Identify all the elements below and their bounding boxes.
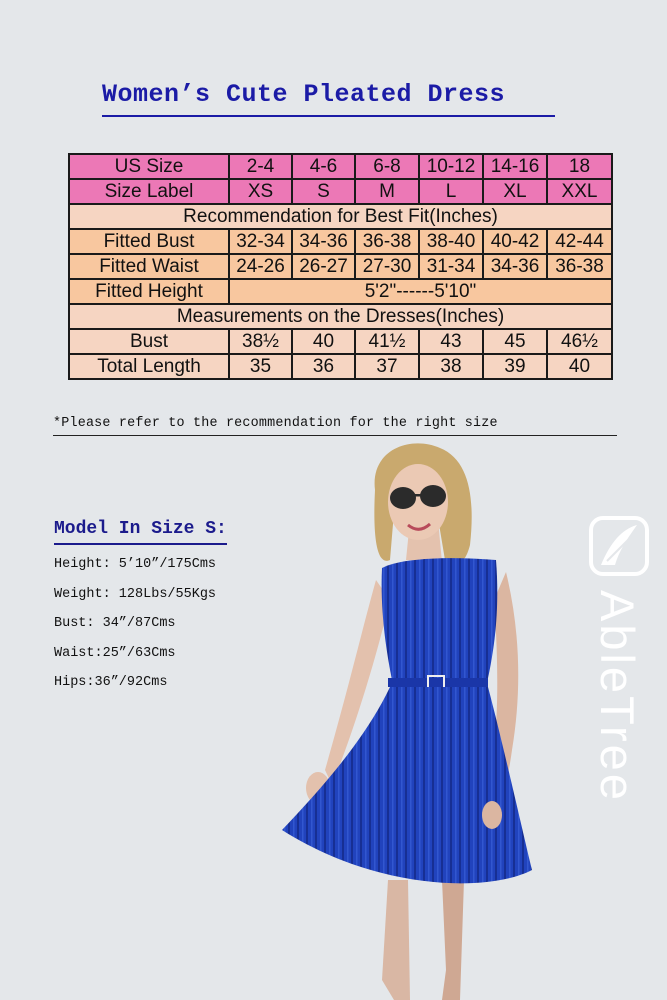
us-size-cell: 10-12: [419, 154, 483, 179]
dress-bust-cell: 46½: [547, 329, 612, 354]
fitted-waist-label: Fitted Waist: [69, 254, 229, 279]
model-hips: Hips:36”/92Cms: [54, 675, 168, 690]
fitted-waist-row: [69, 254, 612, 279]
model-info-title: Model In Size S:: [54, 519, 227, 545]
fitted-bust-row: [69, 229, 612, 254]
us-size-cell: 4-6: [292, 154, 355, 179]
total-length-cell: 39: [483, 354, 547, 379]
size-label-cell: XXL: [547, 179, 612, 204]
fitted-bust-cell: 32-34: [229, 229, 292, 254]
fitted-bust-cell: 40-42: [483, 229, 547, 254]
dress-bust-cell: 40: [292, 329, 355, 354]
size-label-cell: XS: [229, 179, 292, 204]
size-label-row: [69, 179, 612, 204]
dress-bust-cell: 38½: [229, 329, 292, 354]
fitted-waist-cell: 34-36: [483, 254, 547, 279]
measure-header: Measurements on the Dresses(Inches): [69, 304, 612, 329]
total-length-cell: 40: [547, 354, 612, 379]
us-size-cell: 6-8: [355, 154, 419, 179]
fitted-waist-cell: 31-34: [419, 254, 483, 279]
model-height: Height: 5’10”/175Cms: [54, 557, 217, 572]
recommend-header: Recommendation for Best Fit(Inches): [69, 204, 612, 229]
model-info-list: [54, 557, 216, 705]
us-size-cell: 18: [547, 154, 612, 179]
model-weight: Weight: 128Lbs/55Kgs: [54, 586, 217, 602]
page-title: Women’s Cute Pleated Dress: [102, 80, 555, 117]
dress-bust-label: Bust: [69, 329, 229, 354]
fitted-height-value: 5'2"------5'10": [229, 279, 612, 304]
dress-bust-row: [69, 329, 612, 354]
model-waist: Waist:25”/63Cms: [54, 645, 176, 661]
total-length-cell: 35: [229, 354, 292, 379]
measure-header-row: [69, 304, 612, 329]
us-size-row: [69, 154, 612, 179]
size-label-cell: L: [419, 179, 483, 204]
fitted-waist-cell: 24-26: [229, 254, 292, 279]
dress-bust-cell: 45: [483, 329, 547, 354]
total-length-cell: 36: [292, 354, 355, 379]
size-label-label: Size Label: [69, 179, 229, 204]
fitted-bust-cell: 36-38: [355, 229, 419, 254]
us-size-cell: 2-4: [229, 154, 292, 179]
fitted-bust-cell: 34-36: [292, 229, 355, 254]
size-label-cell: M: [355, 179, 419, 204]
fitted-bust-label: Fitted Bust: [69, 229, 229, 254]
total-length-cell: 38: [419, 354, 483, 379]
fitted-waist-cell: 36-38: [547, 254, 612, 279]
dress-bust-cell: 41½: [355, 329, 419, 354]
brand-name: AbleTree: [591, 590, 644, 803]
us-size-cell: 14-16: [483, 154, 547, 179]
fitted-height-row: [69, 279, 612, 304]
model-photo: [270, 440, 560, 1000]
size-note: *Please refer to the recommendation for the right size: [53, 416, 617, 436]
total-length-row: [69, 354, 612, 379]
model-bust: Bust: 34”/87Cms: [54, 616, 176, 631]
us-size-label: US Size: [69, 154, 229, 179]
size-label-cell: XL: [483, 179, 547, 204]
fitted-waist-cell: 27-30: [355, 254, 419, 279]
size-label-cell: S: [292, 179, 355, 204]
recommend-header-row: [69, 204, 612, 229]
size-chart-table: [68, 153, 613, 380]
fitted-bust-cell: 42-44: [547, 229, 612, 254]
dress-bust-cell: 43: [419, 329, 483, 354]
fitted-waist-cell: 26-27: [292, 254, 355, 279]
total-length-cell: 37: [355, 354, 419, 379]
total-length-label: Total Length: [69, 354, 229, 379]
fitted-bust-cell: 38-40: [419, 229, 483, 254]
fitted-height-label: Fitted Height: [69, 279, 229, 304]
